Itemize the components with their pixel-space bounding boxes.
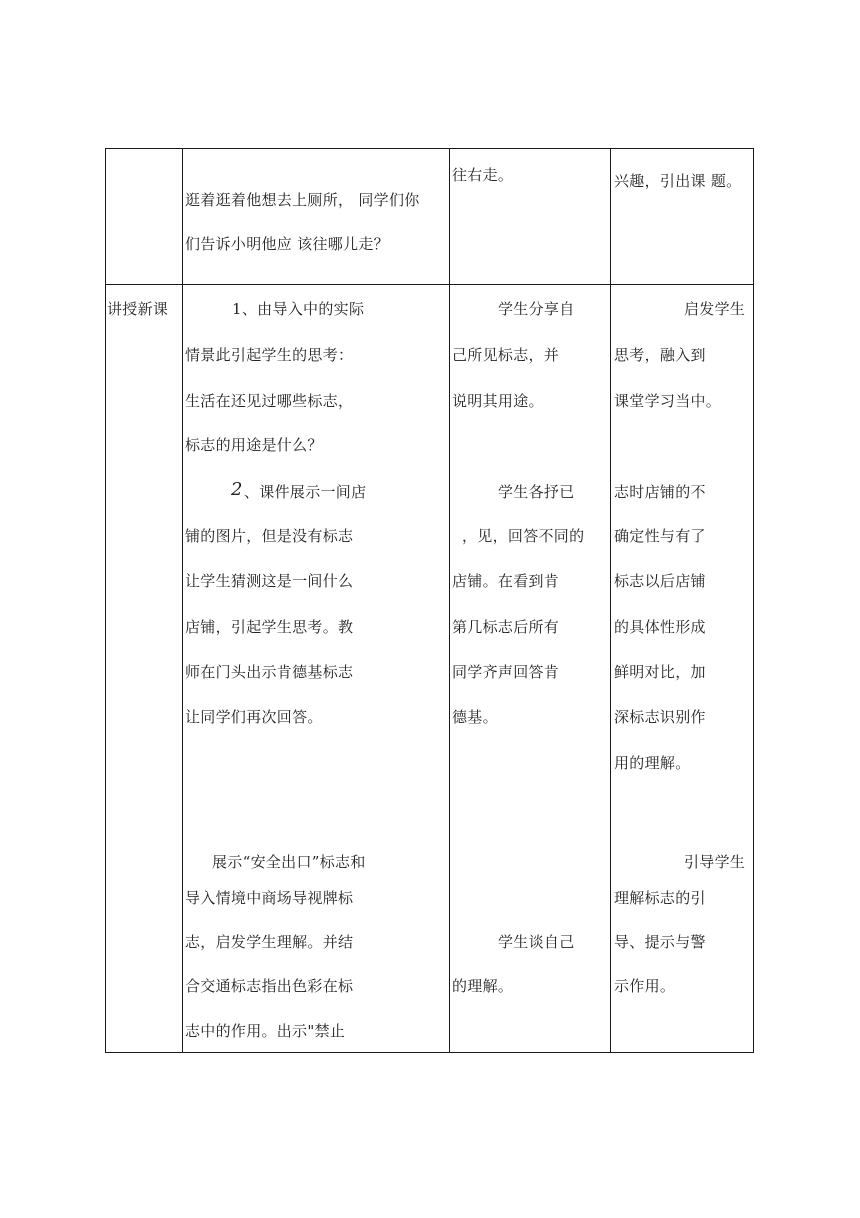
content-line: 店铺，引起学生思考。教 [185,618,354,636]
column-divider-1 [182,148,183,1053]
intent-line: 用的理解。 [614,754,691,772]
row1-content-line: 逛着逛着他想去上厕所， 同学们你 [185,191,420,209]
student-line: 己所见标志，并 [452,346,560,364]
content-line: 铺的图片，但是没有标志 [185,527,354,545]
table-bottom-border [105,1052,754,1053]
student-line: 学生各抒已 [498,483,575,501]
content-line: 师在门头出示肯德基标志 [185,663,354,681]
intent-line: 引导学生 [684,853,746,871]
content-line: 展示“安全出口”标志和 [212,853,366,871]
content-line: 志，启发学生理解。并结 [185,933,354,951]
intent-line: 标志以后店铺 [614,572,706,590]
student-line: 学生谈自己 [498,933,575,951]
column-divider-2 [449,148,450,1053]
content-line: 、课件展示一间店 [244,483,367,501]
intent-line: 确定性与有了 [614,527,706,545]
intent-line: 课堂学习当中。 [614,392,722,410]
lesson-plan-table [105,148,754,1053]
content-line: 标志的用途是什么？ [185,436,323,454]
row-divider [105,284,754,285]
intent-line: 启发学生 [684,300,746,318]
student-line: 同学齐声回答肯 [452,663,560,681]
content-line: 合交通标志指出色彩在标 [185,977,354,995]
content-line: 让学生猜测这是一间什么 [185,572,354,590]
student-line: ，见，回答不同的 [462,527,585,545]
content-line: 情景此引起学生的思考： [185,346,354,364]
content-line: 让同学们再次回答。 [185,708,323,726]
student-line: 学生分享自 [498,300,575,318]
content-line: 志中的作用。出示"禁止 [185,1022,346,1040]
row1-intent-line: 兴趣，引出课 题。 [614,172,742,190]
step-number-2: 2 [231,479,243,500]
content-line: 生活在还见过哪些标志， [185,392,354,410]
intent-line: 导、提示与警 [614,933,706,951]
column-divider-3 [610,148,611,1053]
row1-content-line: 们告诉小明他应 该往哪儿走？ [185,235,389,253]
row1-student-line: 往右走。 [452,166,514,184]
student-line: 店铺。在看到肯 [452,572,560,590]
intent-line: 深标志识别作 [614,708,706,726]
intent-line: 鲜明对比，加 [614,663,706,681]
table-left-border [105,148,106,1053]
stage-label: 讲授新课 [107,300,169,318]
table-top-border [105,148,754,149]
student-line: 第几标志后所有 [452,618,560,636]
intent-line: 志时店铺的不 [614,483,706,501]
student-line: 德基。 [452,708,498,726]
table-right-border [753,148,754,1053]
content-line: 1、由导入中的实际 [232,300,365,318]
student-line: 的理解。 [452,977,514,995]
intent-line: 理解标志的引 [614,889,706,907]
intent-line: 思考，融入到 [614,346,706,364]
intent-line: 的具体性形成 [614,618,706,636]
student-line: 说明其用途。 [452,392,544,410]
content-line: 导入情境中商场导视牌标 [185,889,354,907]
intent-line: 示作用。 [614,977,676,995]
